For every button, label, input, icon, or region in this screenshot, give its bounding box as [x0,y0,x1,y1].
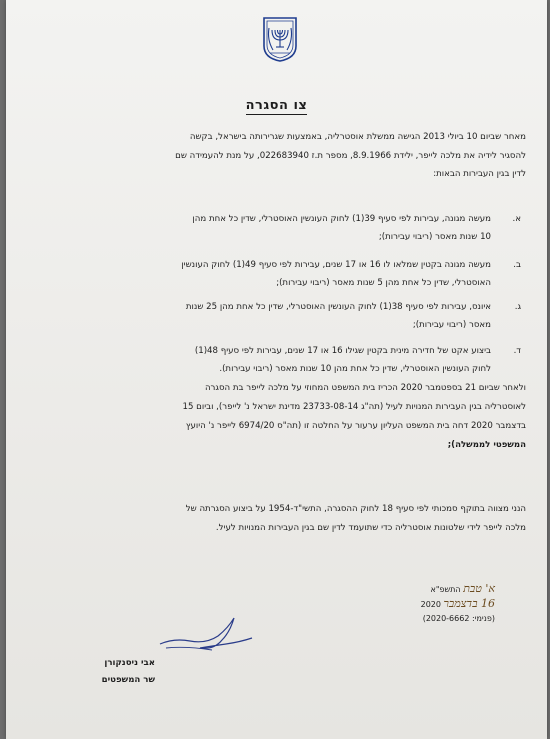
signature [156,608,256,658]
ruling-paragraph: ולאחר שביום 21 בספטמבר 2020 הכריז בית המשפט המחוזי על מלכה לייפר בת הסגרה לאוסטרליה בגין העבירות המנויות לעיל (תה"ג 23733-08-14 מדינת ישראל נ' לייפר), וביום 15 בדצמבר 2020 דחה בית המשפט העליון ערעור על החלטה זו (תה"ס 6974/20 לייפר נ' היועץ המשפטי לממשלה); [182,383,526,450]
document-title: צו הסגרה [245,98,308,113]
offense-item: ג. איונס, עבירות לפי סעיף 38(1) לחוק העונשין האוסטרלי, שדין כל אחת מהן 25 שנות מאסר (ריבוי עבירות); [185,302,521,330]
offense-item: ב. מעשה מגונה בקטין שמלאו לו 16 או 17 שנים, עבירות לפי סעיף 49(1) לחוק העונשין האוסטרלי, שדין כל אחת מהן 5 שנות מאסר (ריבוי עבירות); [181,260,521,288]
intro-paragraph: מאחר שביום 10 ביולי 2013 הגישה ממשלת אוסטרליה, באמצעות שגרירותה בישראל, בקשה להסגיר לידיה את מלכה לייפר, ילידת 8.9.1966, מספר ת.ז 022683940, על מנת להעמידה שם לדין בגין העבירות הבאות: [175,132,526,179]
document-page [6,0,547,739]
hebrew-year: התשפ"א [430,585,461,594]
greg-year: 2020 [420,600,441,609]
signer-block [102,655,155,689]
date-block [421,582,495,623]
internal-ref: (פנימי: 2020-6662) [422,614,495,623]
signer-name: אבי ניסנקורן [104,658,155,668]
offense-item: א. מעשה מגונה, עבירות לפי סעיף 39(1) לחוק העונשין האוסטרלי, שדין כל אחת מהן 10 שנות מאסר (ריבוי עבירות); [192,214,521,242]
signer-title: שר המשפטים [101,675,155,685]
greg-date-handwritten: 16 בדצמבר [443,597,495,610]
hebrew-date-handwritten: א' טבת [463,582,495,595]
offense-item: ד. ביצוע אקט של חדירה מינית בקטין שגילו 16 או 17 שנים, עבירות לפי סעיף 48(1) לחוק העונשין האוסטרלי, שדין כל אחת מהן 10 שנות מאסר (ריבוי עבירות). [194,346,521,374]
order-paragraph: הנני מצווה בתוקף סמכותי לפי סעיף 18 לחוק ההסגרה, התשי"ד-1954 על ביצוע הסגרתה של מלכה לייפר לידי שלטונות אוסטרליה כדי שתועמד לדין שם בגין העבירות המנויות לעיל. [185,504,526,533]
state-emblem-icon [261,16,299,62]
